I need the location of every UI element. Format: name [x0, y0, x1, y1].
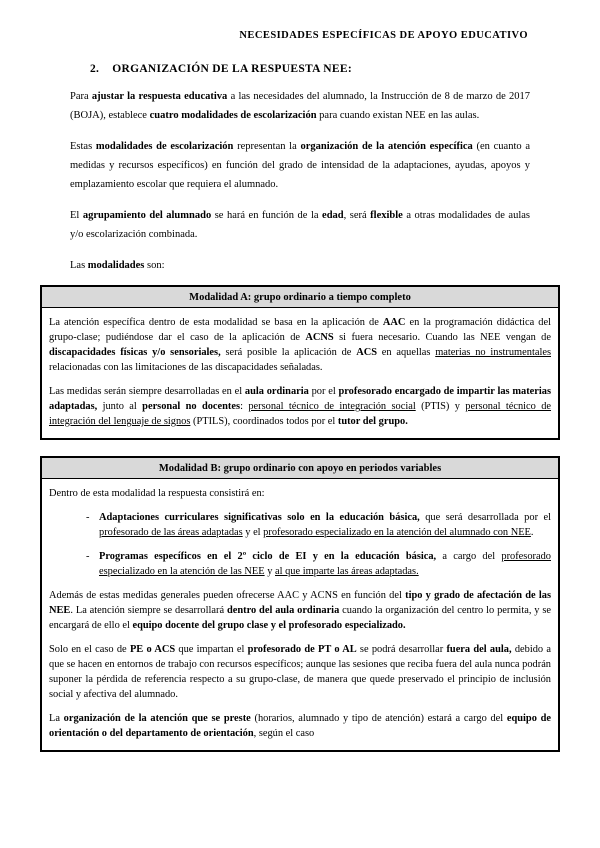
modalidad-a-paragraph-1: La atención específica dentro de esta modalidad se basa en la aplicación de AAC en la programación didáctica del grupo-clase; pudiéndose dar el caso de la aplicación de ACNS si fuera necesario. Cuando las NEE vengan de discapacidades físicas y/o sensoriales, será posible la aplicación de ACS en aquellas materias no instrumentales relacionadas con las limitaciones de las discapacidades señaladas. [49, 317, 551, 373]
modalidad-b-title: Modalidad B: grupo ordinario con apoyo en periodos variables [42, 458, 558, 479]
modalidad-a-box [40, 285, 560, 440]
modalidad-a-paragraph-2: Las medidas serán siempre desarrolladas en el aula ordinaria por el profesorado encargado de impartir las materias adaptadas, junto al personal no docentes: personal técnico de integración social (PTIS) y personal técnico de integración del lenguaje de signos (PTILS), coordinados todos por el tutor del grupo. [49, 386, 552, 427]
intro-paragraph-4: Las modalidades son: [70, 260, 165, 271]
section-heading [90, 63, 530, 75]
modalidad-b-paragraph-3: La organización de la atención que se preste (horarios, alumnado y tipo de atención) estará a cargo del equipo de orientación o del departamento de orientación, según el caso [49, 713, 551, 739]
bullet-dash-marker: - [86, 512, 90, 523]
modalidad-b-box [40, 456, 560, 752]
document-content [70, 63, 530, 275]
section-number: 2. [90, 63, 100, 75]
modalidad-b-intro: Dentro de esta modalidad la respuesta consistirá en: [49, 488, 265, 499]
bullet-item-2 [49, 549, 551, 579]
bullet-text-2: Programas específicos en el 2º ciclo de EI y en la educación básica, a cargo del profesorado especializado en la atención de las NEE y al que imparte las áreas adaptadas. [99, 551, 551, 577]
intro-paragraph-3: El agrupamiento del alumnado se hará en función de la edad, será flexible a otras modalidades de aulas y/o escolarización combinada. [70, 210, 530, 240]
modalidad-a-title: Modalidad A: grupo ordinario a tiempo completo [42, 287, 558, 308]
intro-paragraph-1: Para ajustar la respuesta educativa a las necesidades del alumnado, la Instrucción de 8 de marzo de 2017 (BOJA), establece cuatro modalidades de escolarización para cuando existan NEE en las aulas. [70, 91, 530, 121]
modalidad-b-body [42, 479, 558, 750]
intro-paragraph-2: Estas modalidades de escolarización representan la organización de la atención específica (en cuanto a medidas y recursos específicos) en función del grado de intensidad de la adaptaciones, ayudas, apoyos y emplazamiento escolar que requiera el alumnado. [70, 141, 530, 190]
bullet-dash-marker: - [86, 551, 90, 562]
section-title: ORGANIZACIÓN DE LA RESPUESTA NEE: [112, 63, 352, 75]
modalidad-a-body [42, 308, 558, 438]
modalidad-b-paragraph-1: Además de estas medidas generales pueden ofrecerse AAC y ACNS en función del tipo y grado de afectación de las NEE. La atención siempre se desarrollará dentro del aula ordinaria cuando la organización del centro lo permita, y se encargará de ello el equipo docente del grupo clase y el profesorado especializado. [49, 590, 552, 631]
page-header-title: NECESIDADES ESPECÍFICAS DE APOYO EDUCATIVO [239, 30, 528, 41]
bullet-text-1: Adaptaciones curriculares significativas solo en la educación básica, que será desarrollada por el profesorado de las áreas adaptadas y el profesorado especializado en la atención del alumnado con NEE. [99, 512, 552, 538]
modalidad-b-paragraph-2: Solo en el caso de PE o ACS que impartan el profesorado de PT o AL se podrá desarrollar fuera del aula, debido a que se hacen en entornos de trabajo con recursos específicos; aunque las sesiones que reciba fuera del aula nunca podrán suponer la pérdida de referencia respecto a su grupo-clase, de manera que quede preservado el principio de inclusión social y afectiva del alumnado. [49, 644, 551, 700]
bullet-item-1 [49, 510, 551, 540]
